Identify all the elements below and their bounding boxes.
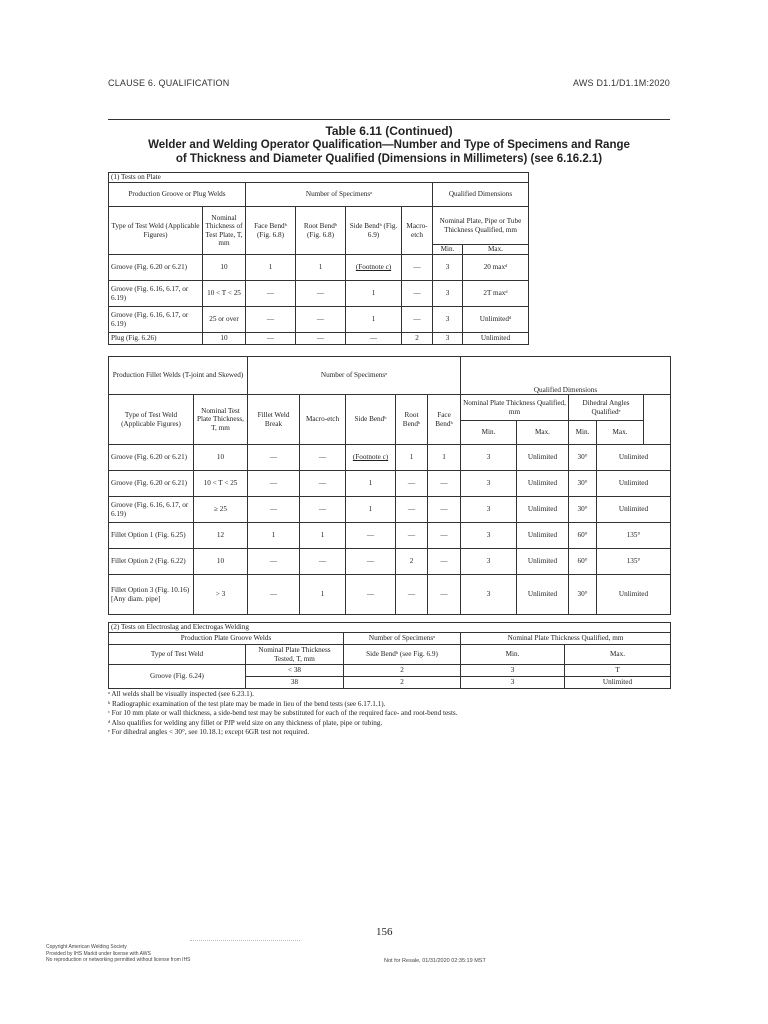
group-header: Number of Specimensᵃ xyxy=(248,357,461,395)
cell: — xyxy=(346,523,396,549)
cell: — xyxy=(402,255,433,281)
table-row xyxy=(109,255,529,281)
electroslag-table xyxy=(108,622,671,689)
footnote-c: ᶜ For 10 mm plate or wall thickness, a side-bend test may be substituted for each of the required face- and root-bend tests. xyxy=(108,709,458,717)
cell: 2T maxᵈ xyxy=(463,281,529,307)
table-row xyxy=(109,333,529,345)
cell: Groove (Fig. 6.24) xyxy=(109,665,246,689)
license-footer xyxy=(46,944,191,964)
cell: Unlimitedᵈ xyxy=(463,307,529,333)
column-header: Dihedral Angles Qualifiedᵉ xyxy=(569,395,644,421)
faint-rule xyxy=(190,940,300,941)
cell: 12 xyxy=(194,523,248,549)
table-row xyxy=(109,471,671,497)
cell: 2 xyxy=(344,677,461,689)
table-title-line3: of Thickness and Diameter Qualified (Dimensions in Millimeters) (see 6.16.2.1) xyxy=(175,153,603,165)
cell: — xyxy=(402,281,433,307)
cell: 3 xyxy=(461,665,565,677)
cell: (Footnote c) xyxy=(346,255,402,281)
cell: 2 xyxy=(344,665,461,677)
footnote-e: ᵉ For dihedral angles < 30°, see 10.18.1; except 6GR test not required. xyxy=(108,728,310,736)
cell: ≥ 25 xyxy=(194,497,248,523)
cell: — xyxy=(428,497,461,523)
cell: — xyxy=(248,471,300,497)
cell: Groove (Fig. 6.16, 6.17, or 6.19) xyxy=(109,497,194,523)
column-header: Nominal Thickness of Test Plate, T, mm xyxy=(203,207,246,255)
title-rule xyxy=(108,119,670,120)
column-header: Min. xyxy=(433,245,463,255)
cell: Plug (Fig. 6.26) xyxy=(109,333,203,345)
license-line: Copyright American Welding Society xyxy=(46,944,127,950)
cell: — xyxy=(246,333,296,345)
table-row xyxy=(109,549,671,575)
cell: 1 xyxy=(396,445,428,471)
cell: 60° xyxy=(569,549,597,575)
cell: — xyxy=(248,575,300,615)
cell: 1 xyxy=(428,445,461,471)
column-header: Face Bendᵇ xyxy=(428,395,461,445)
column-header: Face Bendᵇ (Fig. 6.8) xyxy=(246,207,296,255)
cell: 1 xyxy=(346,307,402,333)
column-header: Min. xyxy=(461,645,565,665)
cell: — xyxy=(248,497,300,523)
cell: 1 xyxy=(346,281,402,307)
table-row xyxy=(109,281,529,307)
cell: 3 xyxy=(433,333,463,345)
column-header: Fillet Weld Break xyxy=(248,395,300,445)
plate-groove-table xyxy=(108,172,529,345)
cell: > 3 xyxy=(194,575,248,615)
cell: — xyxy=(296,307,346,333)
column-header: Macro-etch xyxy=(402,207,433,255)
cell: — xyxy=(300,549,346,575)
cell: — xyxy=(396,575,428,615)
cell: Fillet Option 2 (Fig. 6.22) xyxy=(109,549,194,575)
fillet-weld-table xyxy=(108,356,671,615)
cell: 2 xyxy=(396,549,428,575)
column-header: Max. xyxy=(517,421,569,445)
cell: — xyxy=(428,523,461,549)
cell: 1 xyxy=(346,471,396,497)
cell: 135° xyxy=(597,549,671,575)
cell: — xyxy=(346,549,396,575)
column-header: Macro-etch xyxy=(300,395,346,445)
cell: 10 < T < 25 xyxy=(194,471,248,497)
column-header: Min. xyxy=(461,421,517,445)
column-header: Type of Test Weld xyxy=(109,645,246,665)
column-header: Root Bendᵇ xyxy=(396,395,428,445)
column-header: Type of Test Weld (Applicable Figures) xyxy=(109,207,203,255)
cell: (Footnote c) xyxy=(346,445,396,471)
table-title-line2: Welder and Welding Operator Qualification—Number and Type of Specimens and Range xyxy=(148,139,630,151)
cell: Unlimited xyxy=(517,471,569,497)
cell: 3 xyxy=(433,255,463,281)
column-header: Max. xyxy=(463,245,529,255)
table-row xyxy=(109,523,671,549)
cell: Unlimited xyxy=(597,445,671,471)
column-header: Nominal Test Plate Thickness, T, mm xyxy=(194,395,248,445)
section-caption: (1) Tests on Plate xyxy=(109,173,529,183)
column-header: Side Bendᵇ xyxy=(346,395,396,445)
cell: T xyxy=(565,665,671,677)
cell: 3 xyxy=(461,523,517,549)
group-header: Production Plate Groove Welds xyxy=(109,633,344,645)
column-header: Root Bendᵇ (Fig. 6.8) xyxy=(296,207,346,255)
group-header: Production Groove or Plug Welds xyxy=(109,183,246,207)
section-caption: (2) Tests on Electroslag and Electrogas Welding xyxy=(109,623,671,633)
table-row xyxy=(109,575,671,615)
cell: — xyxy=(246,281,296,307)
cell: Fillet Option 1 (Fig. 6.25) xyxy=(109,523,194,549)
cell: — xyxy=(296,281,346,307)
cell: 30° xyxy=(569,497,597,523)
footnote-b: ᵇ Radiographic examination of the test plate may be made in lieu of the bend tests (see 6.17.1.1). xyxy=(108,699,386,708)
cell: Groove (Fig. 6.20 or 6.21) xyxy=(109,445,194,471)
group-header: Nominal Plate Thickness Qualified, mm xyxy=(461,633,671,645)
table-row xyxy=(109,665,671,677)
cell: 1 xyxy=(248,523,300,549)
cell: Groove (Fig. 6.20 or 6.21) xyxy=(109,471,194,497)
cell: Unlimited xyxy=(517,523,569,549)
column-header: Min. xyxy=(569,421,597,445)
column-header: Nominal Plate Thickness Tested, T, mm xyxy=(246,645,344,665)
cell: 1 xyxy=(300,523,346,549)
cell: — xyxy=(396,471,428,497)
cell: 10 xyxy=(203,255,246,281)
cell: < 38 xyxy=(246,665,344,677)
cell: Unlimited xyxy=(517,549,569,575)
group-header: Production Fillet Welds (T-joint and Skewed) xyxy=(109,357,248,395)
cell: 2 xyxy=(402,333,433,345)
cell: Unlimited xyxy=(517,445,569,471)
cell: Groove (Fig. 6.16, 6.17, or 6.19) xyxy=(109,307,203,333)
cell: 1 xyxy=(346,497,396,523)
cell: 38 xyxy=(246,677,344,689)
table-title xyxy=(108,124,670,166)
cell: 60° xyxy=(569,523,597,549)
cell: 3 xyxy=(461,497,517,523)
group-header: Number of Specimensᵃ xyxy=(246,183,433,207)
cell: — xyxy=(396,523,428,549)
cell: — xyxy=(246,307,296,333)
cell: 135° xyxy=(597,523,671,549)
cell: 3 xyxy=(433,281,463,307)
cell: 10 xyxy=(194,549,248,575)
cell: Groove (Fig. 6.20 or 6.21) xyxy=(109,255,203,281)
cell: — xyxy=(296,333,346,345)
cell: 10 xyxy=(194,445,248,471)
running-header-clause: CLAUSE 6. QUALIFICATION xyxy=(108,78,230,88)
cell: Unlimited xyxy=(597,497,671,523)
cell: 20 maxᵈ xyxy=(463,255,529,281)
footnote-d: ᵈ Also qualifies for welding any fillet or PJP weld size on any thickness of plate, pipe or tubing. xyxy=(108,718,383,727)
cell: 1 xyxy=(300,575,346,615)
cell: 10 xyxy=(203,333,246,345)
cell: — xyxy=(248,549,300,575)
column-header: Max. xyxy=(565,645,671,665)
column-header: Nominal Plate, Pipe or Tube Thickness Qualified, mm xyxy=(433,207,529,245)
column-header: Type of Test Weld (Applicable Figures) xyxy=(109,395,194,445)
cell: — xyxy=(396,497,428,523)
cell: 3 xyxy=(461,471,517,497)
group-header: Qualified Dimensions xyxy=(433,183,529,207)
table-row xyxy=(109,445,671,471)
column-header: Max. xyxy=(597,421,644,445)
cell: Groove (Fig. 6.16, 6.17, or 6.19) xyxy=(109,281,203,307)
cell: 30° xyxy=(569,445,597,471)
cell: — xyxy=(428,575,461,615)
column-header: Side Bendᵇ (Fig. 6.9) xyxy=(346,207,402,255)
column-header: Side Bendᵇ (see Fig. 6.9) xyxy=(344,645,461,665)
table-footnotes xyxy=(108,690,458,738)
cell: — xyxy=(428,549,461,575)
cell: — xyxy=(428,471,461,497)
cell: 30° xyxy=(569,471,597,497)
cell: Unlimited xyxy=(565,677,671,689)
page-number: 156 xyxy=(376,926,393,938)
cell: 1 xyxy=(246,255,296,281)
table-row xyxy=(109,307,529,333)
column-header: Nominal Plate Thickness Qualified, mm xyxy=(461,395,569,421)
cell: 10 < T < 25 xyxy=(203,281,246,307)
cell: — xyxy=(346,575,396,615)
cell: — xyxy=(300,445,346,471)
cell: Fillet Option 3 (Fig. 10.16) [Any diam. pipe] xyxy=(109,575,194,615)
license-line: Provided by IHS Markit under license with AWS xyxy=(46,950,151,957)
license-line: No reproduction or networking permitted without license from IHS xyxy=(46,957,191,963)
cell: 30° xyxy=(569,575,597,615)
cell: — xyxy=(402,307,433,333)
resale-notice: Not for Resale, 01/31/2020 02:35:19 MST xyxy=(384,958,486,964)
cell: 25 or over xyxy=(203,307,246,333)
group-header: Number of Specimensᵃ xyxy=(344,633,461,645)
cell: — xyxy=(346,333,402,345)
footnote-a: ᵃ All welds shall be visually inspected (see 6.23.1). xyxy=(108,690,254,698)
cell: Unlimited xyxy=(597,471,671,497)
cell: Unlimited xyxy=(517,575,569,615)
cell: — xyxy=(300,471,346,497)
cell: 1 xyxy=(296,255,346,281)
group-header: Qualified Dimensions xyxy=(461,357,671,395)
cell: Unlimited xyxy=(517,497,569,523)
cell: 3 xyxy=(461,549,517,575)
table-row xyxy=(109,497,671,523)
cell: 3 xyxy=(433,307,463,333)
cell: Unlimited xyxy=(597,575,671,615)
cell: Unlimited xyxy=(463,333,529,345)
running-header-standard: AWS D1.1/D1.1M:2020 xyxy=(572,78,670,88)
cell: — xyxy=(248,445,300,471)
cell: 3 xyxy=(461,445,517,471)
cell: — xyxy=(300,497,346,523)
table-title-line1: Table 6.11 (Continued) xyxy=(325,124,453,138)
cell: 3 xyxy=(461,677,565,689)
cell: 3 xyxy=(461,575,517,615)
